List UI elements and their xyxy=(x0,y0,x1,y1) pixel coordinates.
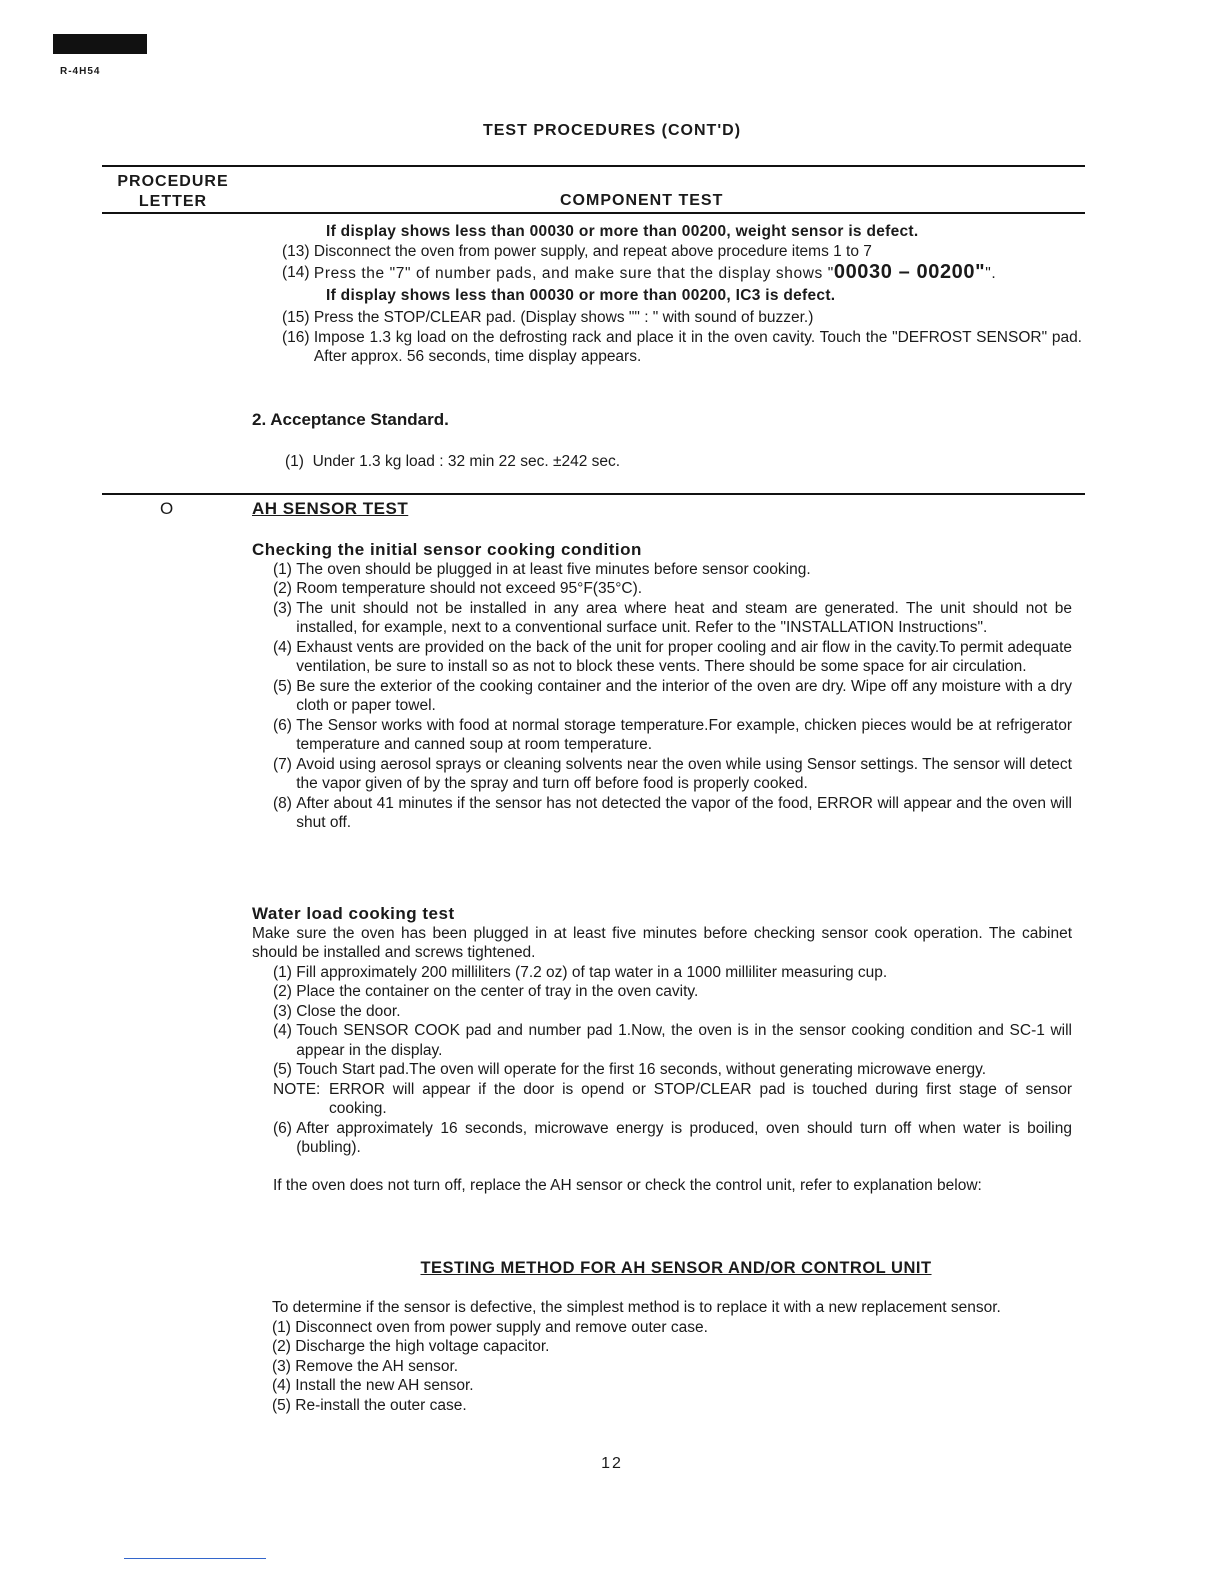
initial-list-item: (3) The unit should not be installed in any area where heat and steam are generated. The unit should not be installed, for example, next to a conventional surface unit. Refer to the "INSTALLATION Instructions". xyxy=(273,599,1072,636)
acceptance-heading: 2. Acceptance Standard. xyxy=(252,410,449,429)
initial-list-item: (8) After about 41 minutes if the sensor has not detected the vapor of the food, ERROR will appear and the oven will shut off. xyxy=(273,794,1072,831)
method-intro: To determine if the sensor is defective, the simplest method is to replace it with a new replacement sensor. xyxy=(272,1299,1001,1316)
initial-heading: Checking the initial sensor cooking condition xyxy=(252,540,642,559)
method-title: TESTING METHOD FOR AH SENSOR AND/OR CONTROL UNIT xyxy=(420,1259,932,1277)
header-rule-right xyxy=(238,212,1085,214)
section-title: AH SENSOR TEST xyxy=(252,499,409,518)
method-list-item: (1) Disconnect oven from power supply and remove outer case. xyxy=(272,1318,708,1336)
water-list-item: (2) Place the container on the center of tray in the oven cavity. xyxy=(273,983,699,1000)
method-list xyxy=(272,1318,1080,1416)
water-list-item: (5) Touch Start pad.The oven will operate for the first 16 seconds, without generating microwave energy. xyxy=(273,1061,987,1078)
method-list-item: (3) Remove the AH sensor. xyxy=(272,1357,459,1375)
initial-list-item: (7) Avoid using aerosol sprays or cleaning solvents near the oven while using Sensor settings. The sensor will detect the vapor given of by the spray and turn off before food is properly cooked. xyxy=(273,755,1072,792)
initial-list-item: (4) Exhaust vents are provided on the back of the unit for proper cooling and air flow in the cavity.To permit adequate ventilation, be sure to install so as not to block these vents. There should be some space for air circulation. xyxy=(273,638,1072,675)
procedure-letter-o: O xyxy=(160,499,174,518)
table-top-rule xyxy=(102,165,1085,167)
procedure-letter-header: PROCEDURE LETTER xyxy=(117,173,229,210)
initial-list-item: (2) Room temperature should not exceed 95°F(35°C). xyxy=(273,580,643,597)
not-turn-off-text: If the oven does not turn off, replace the AH sensor or check the control unit, refer to explanation below: xyxy=(273,1176,982,1194)
black-tab-mark xyxy=(53,34,147,54)
method-list-item: (4) Install the new AH sensor. xyxy=(272,1377,474,1394)
footer-line xyxy=(124,1558,266,1559)
initial-list-item: (6) The Sensor works with food at normal storage temperature.For example, chicken pieces would be at refrigerator temperature and canned soup at room temperature. xyxy=(273,716,1072,753)
initial-condition-block xyxy=(252,540,1072,833)
page-number: 12 xyxy=(601,1455,623,1472)
component-test-header: COMPONENT TEST xyxy=(560,192,724,209)
initial-list-item: (5) Be sure the exterior of the cooking container and the interior of the oven are dry. Wipe off any moisture with a dry cloth or paper towel. xyxy=(273,677,1072,714)
water-list-item: (1) Fill approximately 200 milliliters (7.2 oz) of tap water in a 1000 milliliter measuring cup. xyxy=(273,963,888,981)
water-list-item: (4) Touch SENSOR COOK pad and number pad 1.Now, the oven is in the sensor cooking condition and SC-1 will appear in the display. xyxy=(273,1022,1072,1059)
weight-defect-line: If display shows less than 00030 or more than 00200, weight sensor is defect. xyxy=(326,223,919,240)
water-heading: Water load cooking test xyxy=(252,904,455,923)
model-number: R-4H54 xyxy=(60,66,101,77)
water-list-item: (3) Close the door. xyxy=(273,1002,401,1020)
water-list xyxy=(252,963,1072,1080)
ic3-defect-line: If display shows less than 00030 or more than 00200, IC3 is defect. xyxy=(326,286,836,304)
acceptance-item: (1) Under 1.3 kg load : 32 min 22 sec. ±242 sec. xyxy=(285,453,621,470)
initial-list xyxy=(252,560,1072,833)
top-block xyxy=(282,222,1082,367)
item-13: (13) Disconnect the oven from power supply, and repeat above procedure items 1 to 7 xyxy=(282,242,872,260)
water-item-6: (6) After approximately 16 seconds, microwave energy is produced, oven should turn off when water is boiling (bubling). xyxy=(273,1119,1072,1156)
note: NOTE: ERROR will appear if the door is opend or STOP/CLEAR pad is touched during first stage of sensor cooking. xyxy=(273,1080,1072,1117)
initial-list-item: (1) The oven should be plugged in at least five minutes before sensor cooking. xyxy=(273,560,811,578)
method-block xyxy=(272,1298,1080,1415)
item-15: (15) Press the STOP/CLEAR pad. (Display shows "" : " with sound of buzzer.) xyxy=(282,309,814,326)
method-list-item: (5) Re-install the outer case. xyxy=(272,1396,467,1414)
water-intro: Make sure the oven has been plugged in at least five minutes before checking sensor cook operation. The cabinet should be installed and screws tightened. xyxy=(252,924,1072,961)
method-list-item: (2) Discharge the high voltage capacitor. xyxy=(272,1338,550,1355)
header-rule-left xyxy=(102,212,238,214)
section-rule xyxy=(102,493,1085,495)
water-test-block xyxy=(252,904,1072,1195)
item-14: (14) Press the "7" of number pads, and make sure that the display shows "00030 – 00200"". xyxy=(282,261,997,283)
page-title: TEST PROCEDURES (CONT'D) xyxy=(482,122,742,139)
item-16: (16) Impose 1.3 kg load on the defrosting rack and place it in the oven cavity. Touch the "DEFROST SENSOR" pad. After approx. 56 seconds, time display appears. xyxy=(282,328,1082,365)
